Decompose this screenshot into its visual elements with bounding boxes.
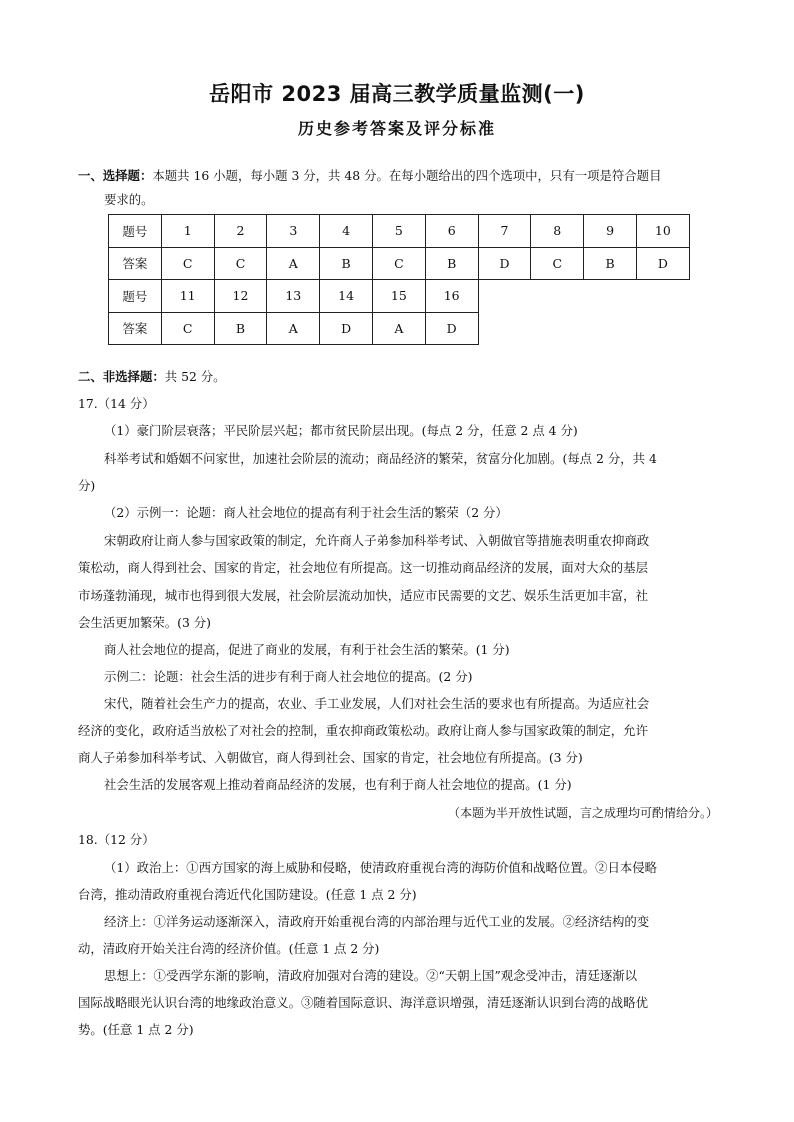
q17-line: 商人子弟参加科举考试、入朝做官，商人得到社会、国家的肯定，社会地位有所提高。(3 分) [78, 750, 583, 765]
question-number: 6 [425, 215, 478, 248]
empty-cell [478, 312, 531, 345]
section2-intro-text: 共 52 分。 [164, 369, 226, 384]
q17-header: 17.（14 分） [78, 396, 155, 411]
q17-line: 经济的变化，政府适当放松了对社会的控制，重农抑商政策松动。政府让商人参与国家政策的制定，允许 [78, 723, 648, 738]
question-number: 12 [214, 280, 267, 313]
page-title: 岳阳市 2023 届高三教学质量监测(一) [209, 82, 585, 106]
q17-note: （本题为半开放性试题，言之成理均可酌情给分。） [447, 806, 718, 820]
q17-line: 市场蓬勃涌现，城市也得到很大发展，社会阶层流动加快，适应市民需要的文艺、娱乐生活更加丰富，社 [78, 588, 648, 603]
row-label-number: 题号 [109, 215, 162, 248]
q17-line: 示例二：论题：社会生活的进步有利于商人社会地位的提高。(2 分) [104, 669, 473, 684]
q17-line: 会生活更加繁荣。(3 分) [78, 615, 212, 630]
question-number: 10 [636, 215, 689, 248]
question-number: 7 [478, 215, 531, 248]
answer-cell: D [320, 312, 373, 345]
table-row-answers-1 [109, 247, 690, 280]
q17-line: 策松动，商人得到社会、国家的肯定，社会地位有所提高。这一切推动商品经济的发展，面对大众的基层 [78, 560, 648, 575]
question-number: 3 [267, 215, 320, 248]
answer-table [108, 214, 690, 345]
q17-line: （1）豪门阶层衰落；平民阶层兴起；都市贫民阶层出现。(每点 2 分，任意 2 点 4 分) [104, 423, 578, 438]
question-number: 4 [320, 215, 373, 248]
answer-cell: C [161, 312, 214, 345]
question-number: 14 [320, 280, 373, 313]
answer-cell: B [214, 312, 267, 345]
empty-cell [584, 280, 637, 313]
q17-line: 宋代，随着社会生产力的提高，农业、手工业发展，人们对社会生活的要求也有所提高。为适应社会 [104, 696, 650, 711]
section1-label: 一、选择题： [78, 168, 153, 183]
table-row-numbers-2 [109, 280, 690, 313]
question-number: 9 [584, 215, 637, 248]
question-number: 8 [531, 215, 584, 248]
q18-line: 动，清政府开始关注台湾的经济价值。(任意 1 点 2 分) [78, 941, 380, 956]
answer-cell: D [636, 247, 689, 280]
answer-cell: C [372, 247, 425, 280]
row-label-answer: 答案 [109, 312, 162, 345]
section1-intro-line1: 本题共 16 小题，每小题 3 分，共 48 分。在每小题给出的四个选项中，只有一项是符合题目 [152, 168, 662, 183]
row-label-number: 题号 [109, 280, 162, 313]
q17-line: 分) [78, 478, 96, 493]
q18-line: 台湾，推动清政府重视台湾近代化国防建设。(任意 1 点 2 分) [78, 887, 417, 902]
q18-line: 思想上：①受西学东渐的影响，清政府加强对台湾的建设。②“天朝上国”观念受冲击，清廷逐渐以 [104, 968, 638, 983]
empty-cell [531, 312, 584, 345]
answer-cell: D [425, 312, 478, 345]
empty-cell [584, 312, 637, 345]
section1-intro-line2: 要求的。 [104, 192, 154, 207]
question-number: 2 [214, 215, 267, 248]
question-number: 1 [161, 215, 214, 248]
q17-line: 商人社会地位的提高，促进了商业的发展，有利于社会生活的繁荣。(1 分) [104, 642, 510, 657]
answer-cell: A [267, 247, 320, 280]
answer-cell: D [478, 247, 531, 280]
section2-intro [78, 364, 718, 391]
answer-cell: A [372, 312, 425, 345]
empty-cell [478, 280, 531, 313]
q17-line: 科举考试和婚姻不问家世，加速社会阶层的流动；商品经济的繁荣，贫富分化加剧。(每点 2 分，共 4 [104, 451, 657, 466]
q17-line: 宋朝政府让商人参与国家政策的制定，允许商人子弟参加科举考试、入朝做官等措施表明重农抑商政 [104, 533, 650, 548]
answer-cell: B [425, 247, 478, 280]
section2-label: 二、非选择题： [78, 369, 165, 384]
question-number: 5 [372, 215, 425, 248]
answer-cell: C [531, 247, 584, 280]
q17-line: （2）示例一：论题：商人社会地位的提高有利于社会生活的繁荣（2 分） [104, 505, 508, 520]
table-row-answers-2 [109, 312, 690, 345]
question-number: 13 [267, 280, 320, 313]
answer-cell: C [214, 247, 267, 280]
answer-cell: C [161, 247, 214, 280]
question-number: 11 [161, 280, 214, 313]
answer-cell: A [267, 312, 320, 345]
question-number: 16 [425, 280, 478, 313]
q18-line: 势。(任意 1 点 2 分) [78, 1022, 194, 1037]
q17-line: 社会生活的发展客观上推动着商品经济的发展，也有利于商人社会地位的提高。(1 分) [104, 777, 572, 792]
q18-line: 国际战略眼光认识台湾的地缘政治意义。③随着国际意识、海洋意识增强，清廷逐渐认识到台湾的战略优 [78, 995, 648, 1010]
empty-cell [531, 280, 584, 313]
empty-cell [636, 280, 689, 313]
question-number: 15 [372, 280, 425, 313]
q18-line: 经济上：①洋务运动逐渐深入，清政府开始重视台湾的内部治理与近代工业的发展。②经济结构的变 [104, 914, 650, 929]
answer-cell: B [584, 247, 637, 280]
q18-header: 18.（12 分） [78, 832, 155, 847]
section1-intro [78, 163, 718, 190]
row-label-answer: 答案 [109, 247, 162, 280]
page-subtitle: 历史参考答案及评分标准 [297, 119, 496, 138]
answer-cell: B [320, 247, 373, 280]
table-row-numbers-1 [109, 215, 690, 248]
empty-cell [636, 312, 689, 345]
q18-line: （1）政治上：①西方国家的海上威胁和侵略，使清政府重视台湾的海防价值和战略位置。②日本侵略 [104, 860, 658, 875]
